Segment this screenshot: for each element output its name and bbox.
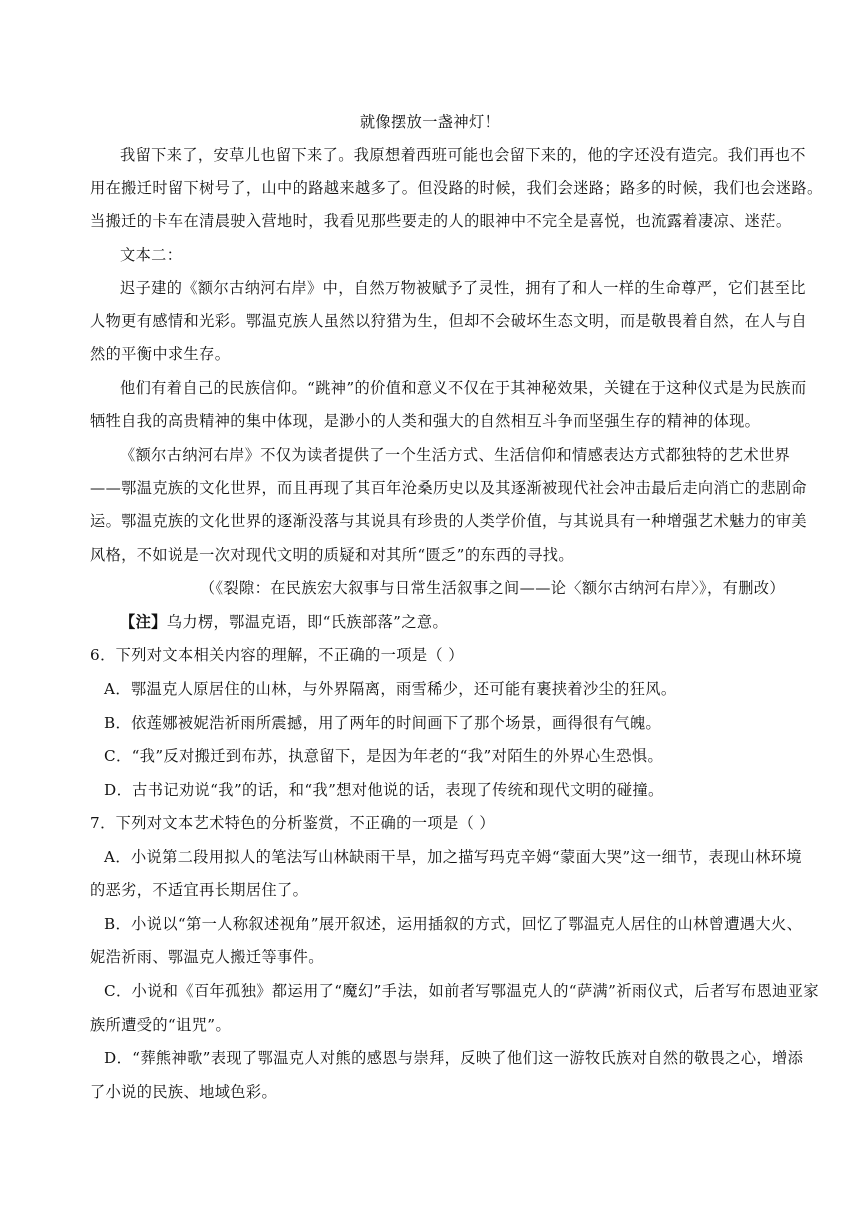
question-7-option-d-line-2: 了小说的民族、地域色彩。 [90, 1083, 278, 1101]
question-7-option-a-line-1: A．小说第二段用拟人的笔法写山林缺雨干旱，加之描写玛克辛姆“蒙面大哭”这一细节，表现山林环境 [104, 848, 802, 866]
question-6-option-a: A．鄂温克人原居住的山林，与外界隔离，雨雪稀少，还可能有裹挟着沙尘的狂风。 [104, 680, 677, 698]
paragraph-2-line-3: 然的平衡中求生存。 [90, 345, 231, 363]
paragraph-1-line-3: 当搬迁的卡车在清晨驶入营地时，我看见那些要走的人的眼神中不完全是喜悦，也流露着凄凉、迷茫。 [90, 212, 792, 230]
question-6-option-c: C．“我”反对搬迁到布苏，执意留下，是因为年老的“我”对陌生的外界心生恐惧。 [104, 747, 664, 765]
question-7-option-b-line-2: 妮浩祈雨、鄂温克人搬迁等事件。 [90, 948, 324, 966]
paragraph-1-line-1: 我留下来了，安草儿也留下来了。我原想着西班可能也会留下来的，他的字还没有造完。我们再也不 [120, 146, 806, 164]
note-label: 【注】 [120, 613, 167, 631]
note-text: 乌力楞，鄂温克语，即“氏族部落”之意。 [166, 613, 449, 631]
question-6-stem: 6．下列对文本相关内容的理解，不正确的一项是（ ） [90, 646, 464, 664]
paragraph-4-line-3: 运。鄂温克族的文化世界的逐渐没落与其说具有珍贵的人类学价值，与其说具有一种增强艺术魅力的审美 [90, 512, 808, 530]
poem-last-line: 就像摆放一盏神灯！ [359, 113, 501, 131]
paragraph-1-line-2: 用在搬迁时留下树号了，山中的路越来越多了。但没路的时候，我们会迷路；路多的时候，我们也会迷路。 [90, 179, 823, 197]
source-citation: （《裂隙：在民族宏大叙事与日常生活叙事之间——论〈额尔古纳河右岸〉》，有删改） [199, 579, 785, 597]
question-7-stem: 7．下列对文本艺术特色的分析鉴赏，不正确的一项是（ ） [90, 814, 495, 832]
question-7-option-a-line-2: 的恶劣，不适宜再长期居住了。 [90, 881, 309, 899]
paragraph-2-line-2: 人物更有感情和光彩。鄂温克族人虽然以狩猎为生，但却不会破坏生态文明，而是敬畏着自然，在人与自 [90, 312, 808, 330]
question-7-option-b-line-1: B．小说以“第一人称叙述视角”展开叙述，运用插叙的方式，回忆了鄂温克人居住的山林曾遭遇大火、 [104, 915, 803, 933]
paragraph-3-line-2: 牺牲自我的高贵精神的集中体现，是渺小的人类和强大的自然相互斗争而坚强生存的精神的体现。 [90, 412, 761, 430]
note [120, 611, 448, 633]
question-6-option-b: B．依莲娜被妮浩祈雨所震撼，用了两年的时间画下了那个场景，画得很有气魄。 [104, 714, 662, 732]
question-7-option-c-line-1: C．小说和《百年孤独》都运用了“魔幻”手法，如前者写鄂温克人的“萨满”祈雨仪式，后者写布恩迪亚家 [104, 982, 819, 1000]
paragraph-2-line-1: 迟子建的《额尔古纳河右岸》中，自然万物被赋予了灵性，拥有了和人一样的生命尊严，它们甚至比 [120, 279, 806, 297]
paragraph-4-line-1: 《额尔古纳河右岸》不仅为读者提供了一个生活方式、生活信仰和情感表达方式都独特的艺术世界 [120, 446, 791, 464]
paragraph-4-line-4: 风格，不如说是一次对现代文明的质疑和对其所“匮乏”的东西的寻找。 [90, 546, 574, 564]
question-6-option-d: D．古书记劝说“我”的话，和“我”想对他说的话，表现了传统和现代文明的碰撞。 [104, 781, 664, 799]
question-7-option-d-line-1: D．“葬熊神歌”表现了鄂温克人对熊的感恩与崇拜，反映了他们这一游牧氏族对自然的敬畏之心，增添 [104, 1049, 804, 1067]
paragraph-4-line-2: ——鄂温克族的文化世界，而且再现了其百年沧桑历史以及其逐渐被现代社会冲击最后走向消亡的悲剧命 [90, 479, 808, 497]
question-7-option-c-line-2: 族所遭受的“诅咒”。 [90, 1016, 232, 1034]
text-two-label: 文本二： [120, 246, 183, 264]
paragraph-3-line-1: 他们有着自己的民族信仰。“跳神”的价值和意义不仅在于其神秘效果，关键在于这种仪式是为民族而 [120, 379, 807, 397]
